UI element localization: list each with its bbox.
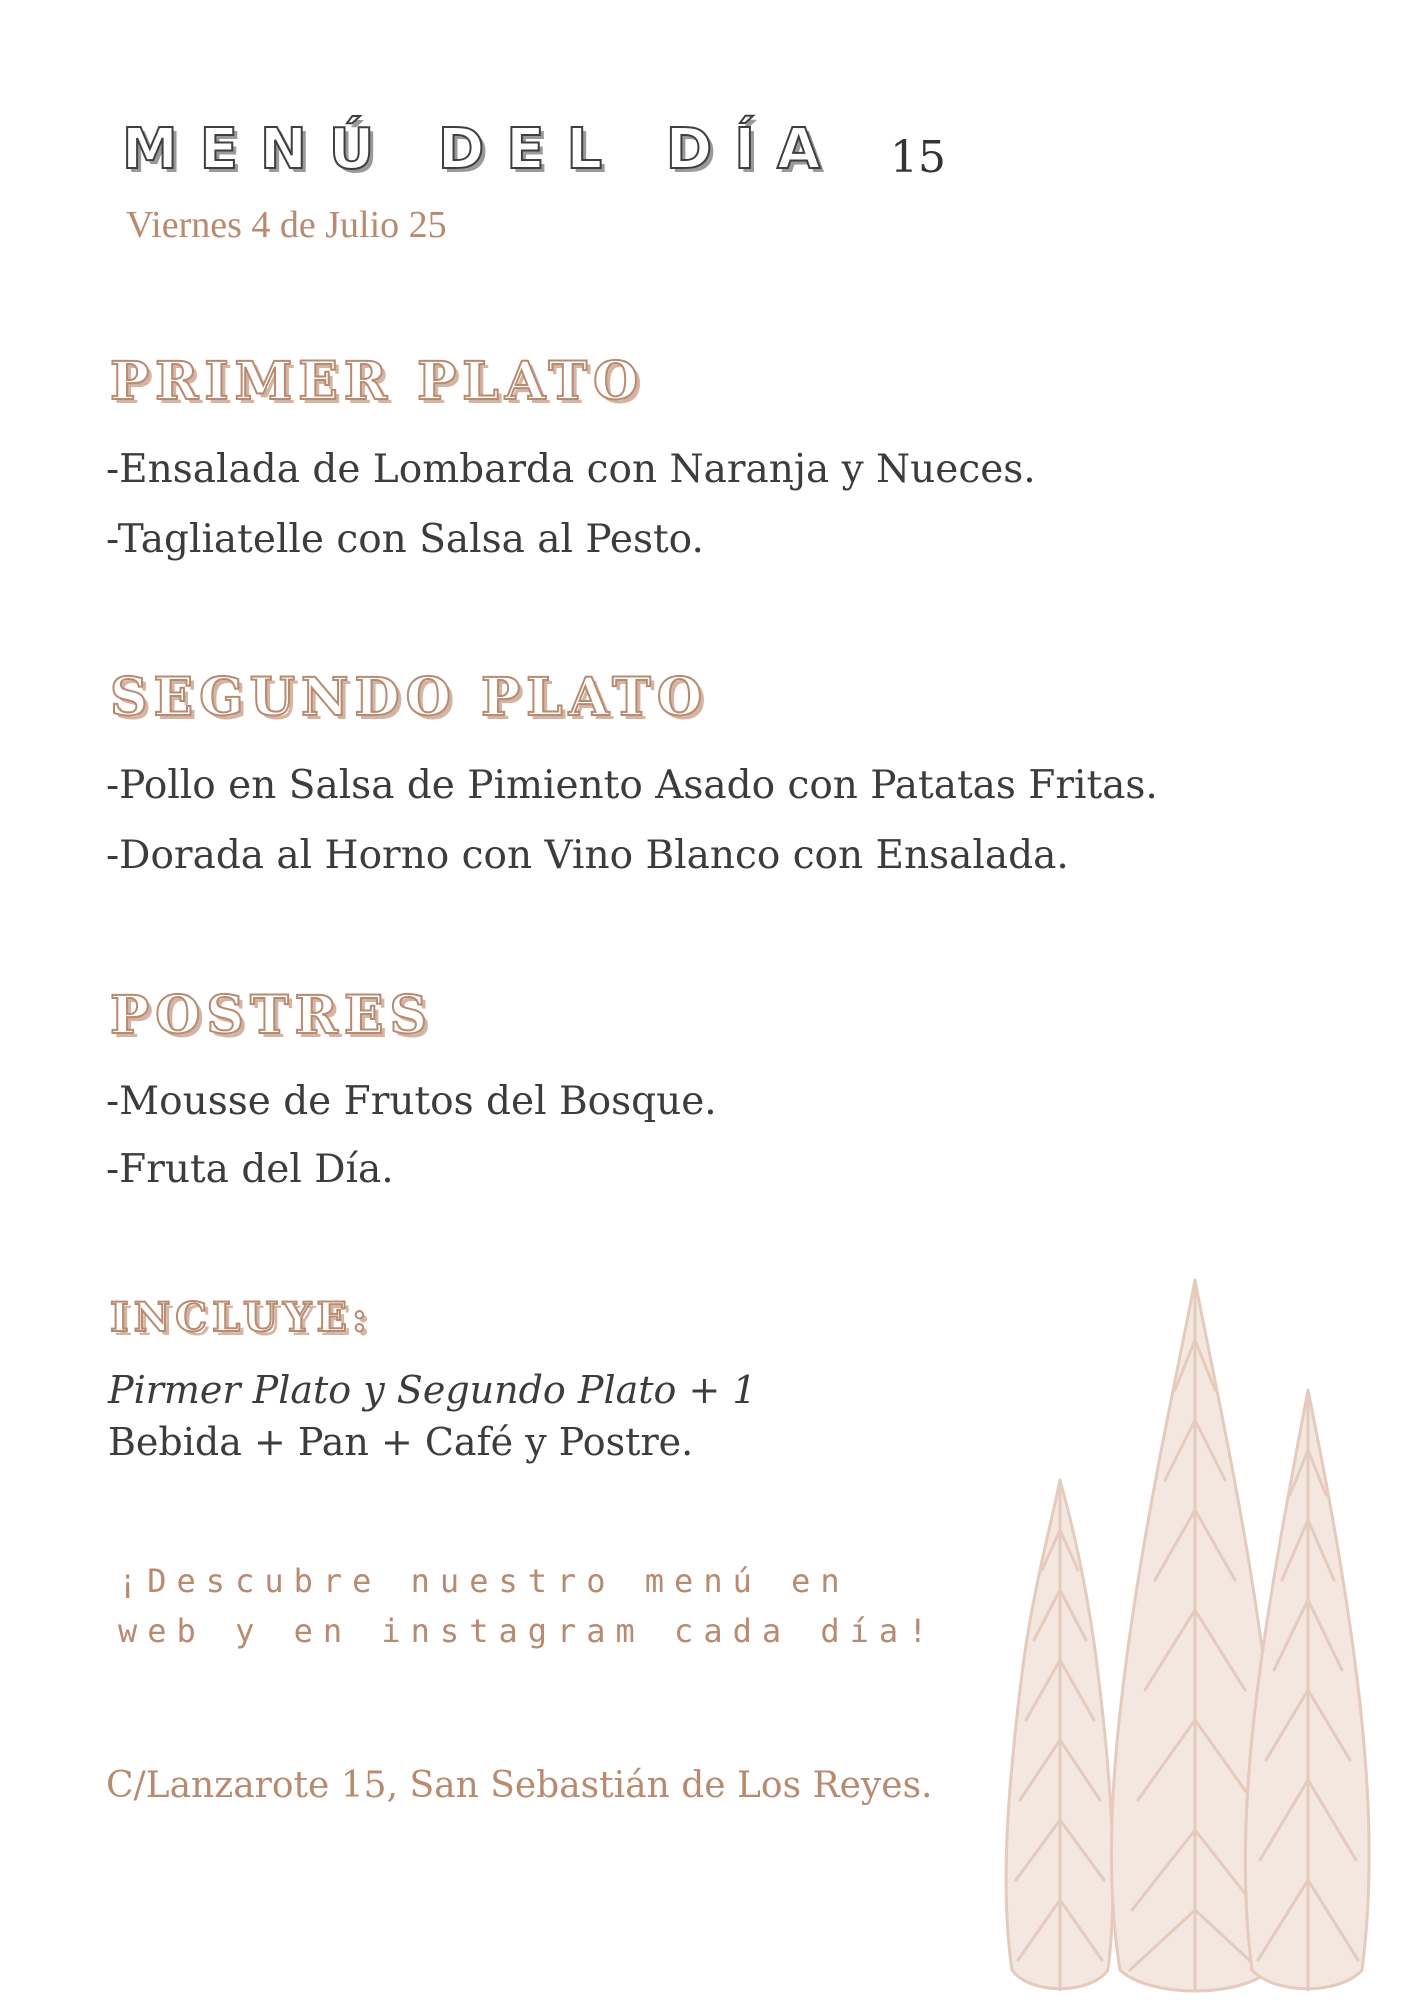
promo-text <box>118 1556 937 1656</box>
address: C/Lanzarote 15, San Sebastián de Los Reyes. <box>106 1765 933 1806</box>
section-title-segundo-plato: SEGUNDO PLATO <box>110 667 709 728</box>
menu-price: 15 <box>890 132 946 183</box>
menu-item: -Fruta del Día. <box>106 1147 394 1192</box>
cypress-trees-icon <box>990 1270 1390 2000</box>
menu-date: Viernes 4 de Julio 25 <box>126 204 447 246</box>
menu-item: -Ensalada de Lombarda con Naranja y Nueces. <box>106 447 1036 492</box>
section-title-primer-plato: PRIMER PLATO <box>110 351 645 412</box>
includes-text <box>108 1364 757 1468</box>
includes-line-2: Bebida + Pan + Café y Postre. <box>108 1420 694 1464</box>
menu-item: -Dorada al Horno con Vino Blanco con Ensalada. <box>106 833 1069 878</box>
menu-item: -Pollo en Salsa de Pimiento Asado con Patatas Fritas. <box>106 763 1158 808</box>
menu-item: -Tagliatelle con Salsa al Pesto. <box>106 517 704 562</box>
menu-item: -Mousse de Frutos del Bosque. <box>106 1079 717 1124</box>
menu-title: MENÚ DEL DÍA <box>122 117 843 182</box>
promo-line-1: ¡Descubre nuestro menú en <box>118 1562 850 1600</box>
section-title-postres: POSTRES <box>110 985 434 1046</box>
promo-line-2: web y en instagram cada día! <box>118 1612 938 1650</box>
section-title-incluye: INCLUYE: <box>110 1294 372 1341</box>
includes-line-1: Pirmer Plato y Segundo Plato + 1 <box>108 1368 757 1412</box>
